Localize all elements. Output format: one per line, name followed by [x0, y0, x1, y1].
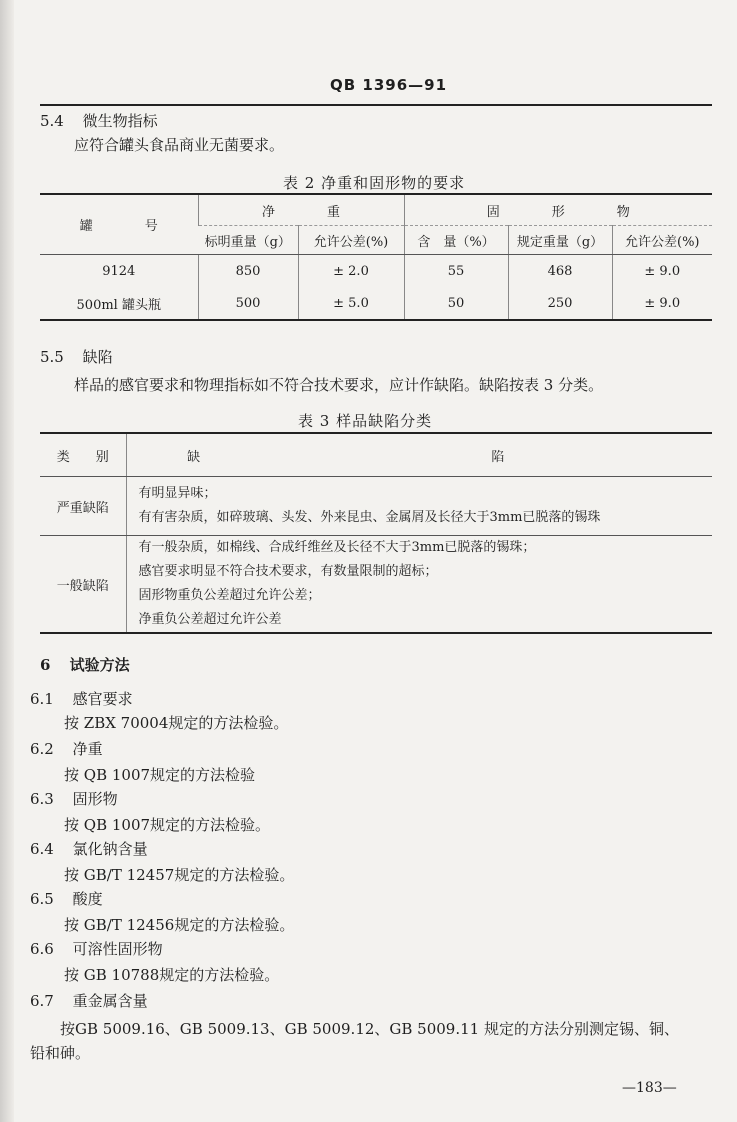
table2-subheader: 允许公差(%) — [612, 226, 712, 255]
table2-cell: 55 — [404, 255, 508, 288]
table2-cell-can: 9124 — [102, 263, 136, 279]
section-6-3-text: 按 QB 1007规定的方法检验。 — [64, 816, 271, 834]
section-6-1-heading — [30, 688, 133, 709]
table2-caption: 表 2 净重和固形物的要求 — [283, 174, 466, 192]
section-6-6-heading — [30, 938, 163, 959]
table3-category: 一般缺陷 — [56, 578, 109, 594]
table-row — [40, 255, 712, 288]
section-6-4-heading — [30, 838, 148, 859]
section-title: 氯化钠含量 — [72, 840, 148, 858]
table-row — [40, 477, 712, 536]
table3-header-defect-left: 缺 — [187, 449, 201, 465]
scan-edge-shadow — [0, 0, 14, 1122]
table3-category: 严重缺陷 — [40, 477, 126, 536]
section-6-7-text-line1: 按GB 5009.16、GB 5009.13、GB 5009.12、GB 5009.11 规定的方法分别测定锡、铜、 — [60, 1020, 679, 1038]
section-6-5-text: 按 GB/T 12456规定的方法检验。 — [64, 916, 295, 934]
section-number: 6.4 — [30, 840, 54, 858]
list-item: 感官要求明显不符合技术要求，有数量限制的超标； — [138, 564, 438, 579]
header-rule — [40, 104, 712, 106]
table2-cell: 50 — [404, 287, 508, 320]
section-number: 6.5 — [30, 890, 54, 908]
list-item: 净重负公差超过允许公差 — [138, 612, 282, 627]
table3-defect-list — [126, 477, 712, 536]
section-title: 酸度 — [72, 890, 103, 908]
table3-caption: 表 3 样品缺陷分类 — [298, 412, 433, 430]
table3-defect-list — [126, 536, 712, 634]
section-number: 6.3 — [30, 790, 54, 808]
section-5-5-text: 样品的感官要求和物理指标如不符合技术要求，应计作缺陷。缺陷按表 3 分类。 — [74, 376, 604, 394]
section-6-6-text: 按 GB 10788规定的方法检验。 — [64, 966, 280, 984]
table2-cell: 850 — [198, 255, 298, 288]
section-title: 缺陷 — [82, 348, 113, 366]
list-item: 有一般杂质，如棉线、合成纤维丝及长径不大于3mm已脱落的锡珠； — [138, 540, 536, 555]
table2-cell: ± 9.0 — [612, 255, 712, 288]
section-number: 5.4 — [40, 112, 64, 130]
section-6-heading — [40, 654, 130, 675]
section-title: 重金属含量 — [72, 992, 148, 1010]
section-6-2-text: 按 QB 1007规定的方法检验 — [64, 766, 256, 784]
section-5-4-text: 应符合罐头食品商业无菌要求。 — [74, 136, 285, 154]
section-5-4-heading — [40, 110, 158, 131]
table2-header-can: 罐 号 — [40, 194, 198, 255]
section-title: 净重 — [72, 740, 103, 758]
table2-cell: ± 2.0 — [298, 255, 404, 288]
section-title: 微生物指标 — [82, 112, 158, 130]
section-6-4-text: 按 GB/T 12457规定的方法检验。 — [64, 866, 295, 884]
section-6-5-heading — [30, 888, 103, 909]
table2-subheader: 标明重量（g） — [198, 226, 298, 255]
section-title: 感官要求 — [72, 690, 133, 708]
table3-header-defect — [126, 433, 712, 477]
list-item: 有明显异味； — [138, 486, 217, 501]
section-number: 6.1 — [30, 690, 54, 708]
table2-header-solids: 固 形 物 — [404, 194, 712, 226]
section-6-7-heading — [30, 990, 148, 1011]
table2-header-net-weight: 净 重 — [198, 194, 404, 226]
section-6-7-text-line2: 铅和砷。 — [30, 1044, 91, 1062]
section-6-2-heading — [30, 738, 103, 759]
table2-cell: 468 — [508, 255, 612, 288]
section-6-3-heading — [30, 788, 118, 809]
table3-header-defect-right: 陷 — [491, 449, 505, 465]
table2-cell: ± 9.0 — [612, 287, 712, 320]
table2-cell: ± 5.0 — [298, 287, 404, 320]
table-row — [40, 287, 712, 320]
table2-subheader: 规定重量（g） — [508, 226, 612, 255]
section-title: 可溶性固形物 — [72, 940, 163, 958]
table2-subheader: 含 量（%） — [404, 226, 508, 255]
section-number: 6.6 — [30, 940, 54, 958]
table3 — [40, 432, 712, 634]
table2 — [40, 193, 712, 321]
section-number: 6.7 — [30, 992, 54, 1010]
section-5-5-heading — [40, 346, 113, 367]
list-item: 有有害杂质，如碎玻璃、头发、外来昆虫、金属屑及长径大于3mm已脱落的锡珠 — [138, 510, 601, 525]
table2-cell: 250 — [508, 287, 612, 320]
section-6-1-text: 按 ZBX 70004规定的方法检验。 — [64, 714, 289, 732]
page-number: —183— — [622, 1080, 677, 1096]
standard-code: QB 1396—91 — [330, 76, 448, 94]
table2-cell-can: 500ml 罐头瓶 — [76, 297, 161, 313]
section-title: 固形物 — [72, 790, 118, 808]
list-item: 固形物重负公差超过允许公差； — [138, 588, 321, 603]
table3-header-category: 类 别 — [40, 433, 126, 477]
table2-cell: 500 — [198, 287, 298, 320]
table2-subheader: 允许公差(%) — [298, 226, 404, 255]
section-number: 6 — [40, 656, 51, 674]
section-number: 6.2 — [30, 740, 54, 758]
section-title: 试验方法 — [69, 656, 130, 674]
table-row — [40, 536, 712, 634]
section-number: 5.5 — [40, 348, 64, 366]
